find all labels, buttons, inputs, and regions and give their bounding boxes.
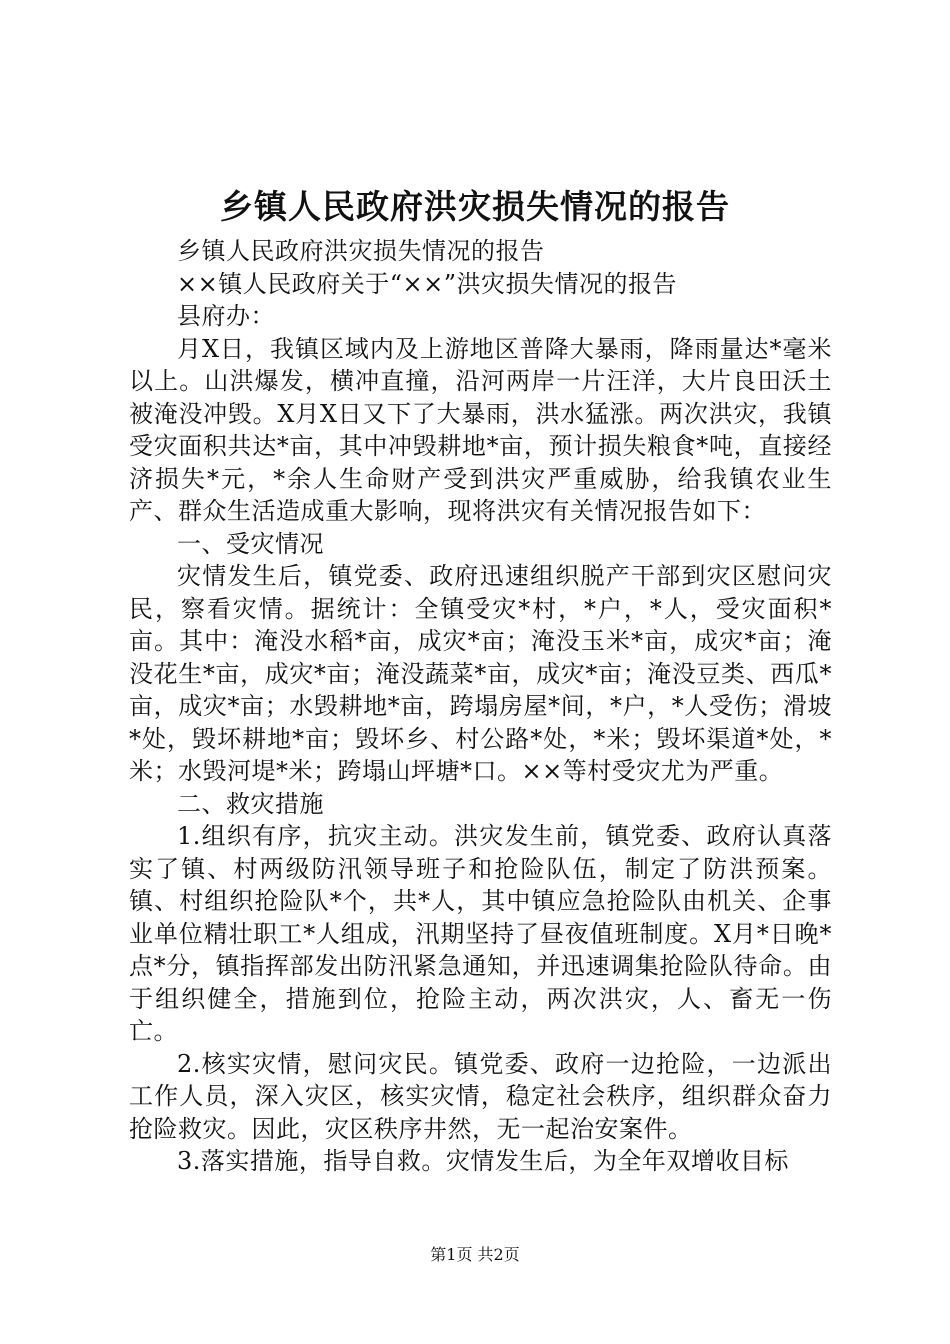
document-title: 乡镇人民政府洪灾损失情况的报告 xyxy=(220,187,730,226)
page-footer: 第1页 共2页 xyxy=(430,1245,520,1264)
section-heading-disaster: 一、受灾情况 xyxy=(177,529,324,558)
paragraph-measure-1: 1.组织有序，抗灾主动。洪灾发生前，镇党委、政府认真落实了镇、村两级防汛领导班子和抢险队伍，制定了防洪预案。镇、村组织抢险队*个，共*人，其中镇应急抢险队由机关、企事业单位精壮职工*人组成，汛期坚持了昼夜值班制度。X月*日晚*点*分，镇指挥部发出防汛紧急通知，并迅速调集抢险队待命。由于组织健全，措施到位，抢险主动，两次洪灾，人、畜无一伤亡。 xyxy=(129,822,832,1045)
section-heading-relief: 二、救灾措施 xyxy=(177,789,324,818)
paragraph-intro: 月X日，我镇区域内及上游地区普降大暴雨，降雨量达*毫米以上。山洪爆发，横冲直撞，沿河两岸一片汪洋，大片良田沃土被淹没冲毁。X月X日又下了大暴雨，洪水猛涨。两次洪灾，我镇受灾面积共达*亩，其中冲毁耕地*亩，预计损失粮食*吨，直接经济损失*元，*余人生命财产受到洪灾严重威胁，给我镇农业生产、群众生活造成重大影响，现将洪灾有关情况报告如下： xyxy=(129,334,832,525)
paragraph-heading-repeat: 乡镇人民政府洪灾损失情况的报告 xyxy=(177,237,545,265)
paragraph-report-subject: ××镇人民政府关于“××”洪灾损失情况的报告 xyxy=(177,269,677,298)
paragraph-measure-3: 3.落实措施，指导自救。灾情发生后，为全年双增收目标 xyxy=(177,1147,789,1175)
paragraph-addressee: 县府办： xyxy=(177,302,275,330)
paragraph-measure-2: 2.核实灾情，慰问灾民。镇党委、政府一边抢险，一边派出工作人员，深入灾区，核实灾情，稳定社会秩序，组织群众奋力抢险救灾。因此，灾区秩序井然，无一起治安案件。 xyxy=(129,1049,832,1143)
document-body xyxy=(129,235,832,1178)
paragraph-disaster-details: 灾情发生后，镇党委、政府迅速组织脱产干部到灾区慰问灾民，察看灾情。据统计：全镇受灾*村，*户，*人，受灾面积*亩。其中：淹没水稻*亩，成灾*亩；淹没玉米*亩，成灾*亩；淹没花生*亩，成灾*亩；淹没蔬菜*亩，成灾*亩；淹没豆类、西瓜*亩，成灾*亩；水毁耕地*亩，跨塌房屋*间，*户，*人受伤；滑坡*处，毁坏耕地*亩；毁坏乡、村公路*处，*米；毁坏渠道*处，*米；水毁河堤*米；跨塌山坪塘*口。××等村受灾尤为严重。 xyxy=(129,562,832,785)
